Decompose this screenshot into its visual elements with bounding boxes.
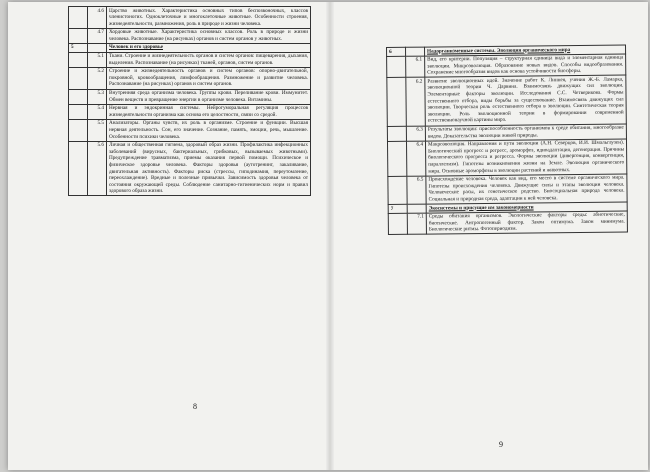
topic-row: [69, 67, 311, 89]
topic-number: 5.2: [88, 67, 107, 89]
topic-number: 6.3: [406, 126, 425, 141]
section-number: [388, 176, 407, 205]
section-number: [69, 7, 88, 29]
section-number: [69, 89, 88, 104]
topic-number: 4.6: [88, 7, 107, 29]
section-number: [387, 126, 406, 141]
topic-text: Человек и его здоровье: [107, 43, 311, 52]
topic-text: Вид, его критерии. Популяция – структурная единица вида и элементарная единица эволюции. Микроэволюция. Образование новых видов. Способы видообразования. Сохранение многообразия видов как основа устойчивости биосферы.: [425, 54, 626, 78]
section-number: 7: [388, 204, 407, 213]
topic-text: Развитие эволюционных идей. Значение работ К. Линнея, учения Ж.-Б. Ламарка, эволюционной теории Ч. Дарвина. Взаимосвязь движущих сил эволюции. Элементарные факторы эволюции. Исследования С.С. Четверикова. Формы естественного отбора, виды борьбы за существование. Взаимосвязь движущих сил эволюции. Творческая роль естественного отбора в эволюции. Синтетическая теория эволюции. Роль эволюционной теории в формировании современной естественнонаучной картины мира.: [425, 75, 626, 125]
topic-row: [388, 174, 627, 205]
section-number: [387, 78, 407, 126]
syllabus-table-right: [386, 44, 628, 235]
right-page: [334, 2, 648, 470]
topic-row: [69, 28, 311, 43]
section-number: [69, 119, 88, 141]
page-number-left: 8: [193, 402, 197, 411]
topic-text: Строение и жизнедеятельность органов и систем органов: опорно-двигательной, покровной, кровообращения, лимфообращения. Размножение и развитие человека. Распознавание (на рисунках) органов и систем органов.: [107, 67, 311, 89]
section-number: [69, 141, 88, 196]
topic-row: [69, 7, 311, 29]
topic-number: 6.2: [406, 77, 426, 125]
topic-text: Надорганизменные системы. Эволюция органического мира: [425, 45, 626, 56]
section-number: [69, 52, 88, 67]
topic-text: Анализаторы. Органы чувств, их роль в организме. Строение и функции. Высшая нервная деятельность. Сон, его значение. Сознание, память, эмоции, речь, мышление. Особенности психики человека.: [107, 119, 311, 141]
topic-number: 5.3: [88, 89, 107, 104]
section-number: [69, 67, 88, 89]
topic-number: [407, 204, 426, 213]
section-number: [69, 28, 88, 43]
topic-number: [88, 43, 107, 52]
section-number: [387, 141, 406, 176]
topic-number: 5.4: [88, 104, 107, 119]
topic-number: 7.1: [407, 213, 426, 235]
topic-row: [69, 119, 311, 141]
topic-text: Результаты эволюции: приспособленность организмов к среде обитания, многообразие видов. Доказательства эволюции живой природы.: [425, 124, 626, 141]
section-number: 5: [69, 43, 88, 52]
syllabus-table-left: [68, 6, 311, 196]
topic-text: Нервная и эндокринная системы. Нейрогуморальная регуляция процессов жизнедеятельности организма как основа его целостности, связи со средой.: [107, 104, 311, 119]
topic-row: [69, 141, 311, 196]
topic-row: [69, 52, 311, 67]
topic-text: Среды обитания организмов. Экологические факторы среды: абиотические, биотические. Антропогенный фактор. Закон оптимума. Закон минимума. Биологические ритмы. Фотопериодизм.: [426, 211, 627, 235]
topic-text: Ткани. Строение и жизнедеятельность органов и систем органов: пищеварения, дыхания, выделения. Распознавание (на рисунках) тканей, органов, систем органов.: [107, 52, 311, 67]
topic-row: [387, 75, 626, 126]
topic-row: [387, 54, 626, 78]
topic-text: Царство животных. Характеристика основных типов беспозвоночных, классов членистоногих. Одноклеточные и многоклеточные животные. Особенности строения, жизнедеятельности, размножения, роль в природе и жизни человека.: [107, 7, 311, 29]
topic-row: [69, 104, 311, 119]
topic-row: [69, 89, 311, 104]
topic-row: [387, 139, 626, 176]
section-row: [69, 43, 311, 52]
book-spread: [8, 2, 648, 470]
topic-text: Экосистемы и присущие им закономерности: [426, 202, 627, 213]
left-page: [8, 2, 326, 470]
topic-number: 5.1: [88, 52, 107, 67]
topic-text: Личная и общественная гигиена, здоровый образ жизни. Профилактика инфекционных заболеваний (вирусных, бактериальных, грибковых, вызываемых животными). Предупреждение травматизма, приемы оказания первой помощи. Психическое и физическое здоровье человека. Факторы здоровья (аутотренинг, закаливание, двигательная активность). Факторы риска (стрессы, гиподинамия, переутомление, переохлаждение). Вредные и полезные привычки. Зависимость здоровья человека от состояния окружающей среды. Соблюдение санитарно-гигиенических норм и правил здорового образа жизни.: [107, 141, 311, 196]
topic-number: 6.4: [406, 141, 425, 176]
book-gutter: [326, 2, 334, 470]
topic-row: [388, 211, 627, 235]
topic-number: 5.5: [88, 119, 107, 141]
topic-number: 5.6: [88, 141, 107, 196]
topic-number: 6.1: [406, 56, 425, 78]
topic-number: 6.5: [407, 176, 426, 205]
topic-text: Внутренняя среда организма человека. Группы крови. Переливание крови. Иммунитет. Обмен веществ и превращение энергии в организме человека. Витамины.: [107, 89, 311, 104]
topic-number: [406, 47, 425, 56]
topic-text: Хордовые животные. Характеристика основных классов. Роль в природе и жизни человека. Распознавание (на рисунках) органов и систем органов у животных.: [107, 28, 311, 43]
section-number: [388, 213, 407, 235]
section-number: [387, 56, 406, 78]
topic-text: Происхождение человека. Человек как вид, его место в системе органического мира. Гипотезы происхождения человека. Движущие силы и этапы эволюции человека. Человеческие расы, их генетическое родство. Биосоциальная природа человека. Социальная и природная среда, адаптации к ней человека.: [426, 174, 627, 204]
section-number: 6: [387, 47, 406, 56]
page-number-right: 9: [499, 440, 503, 449]
topic-number: 4.7: [88, 28, 107, 43]
topic-text: Макроэволюция. Направления и пути эволюции (А.Н. Северцов, И.И. Шмальгаузен). Биологический прогресс и регресс, ароморфоз, идиоадаптация, дегенерация. Причины биологического прогресса и регресса. Формы эволюции (дивергенция, конвергенция, параллелизм). Гипотезы возникновения жизни на Земле. Эволюция органического мира. Основные ароморфозы в эволюции растений и животных.: [425, 139, 626, 176]
section-number: [69, 104, 88, 119]
